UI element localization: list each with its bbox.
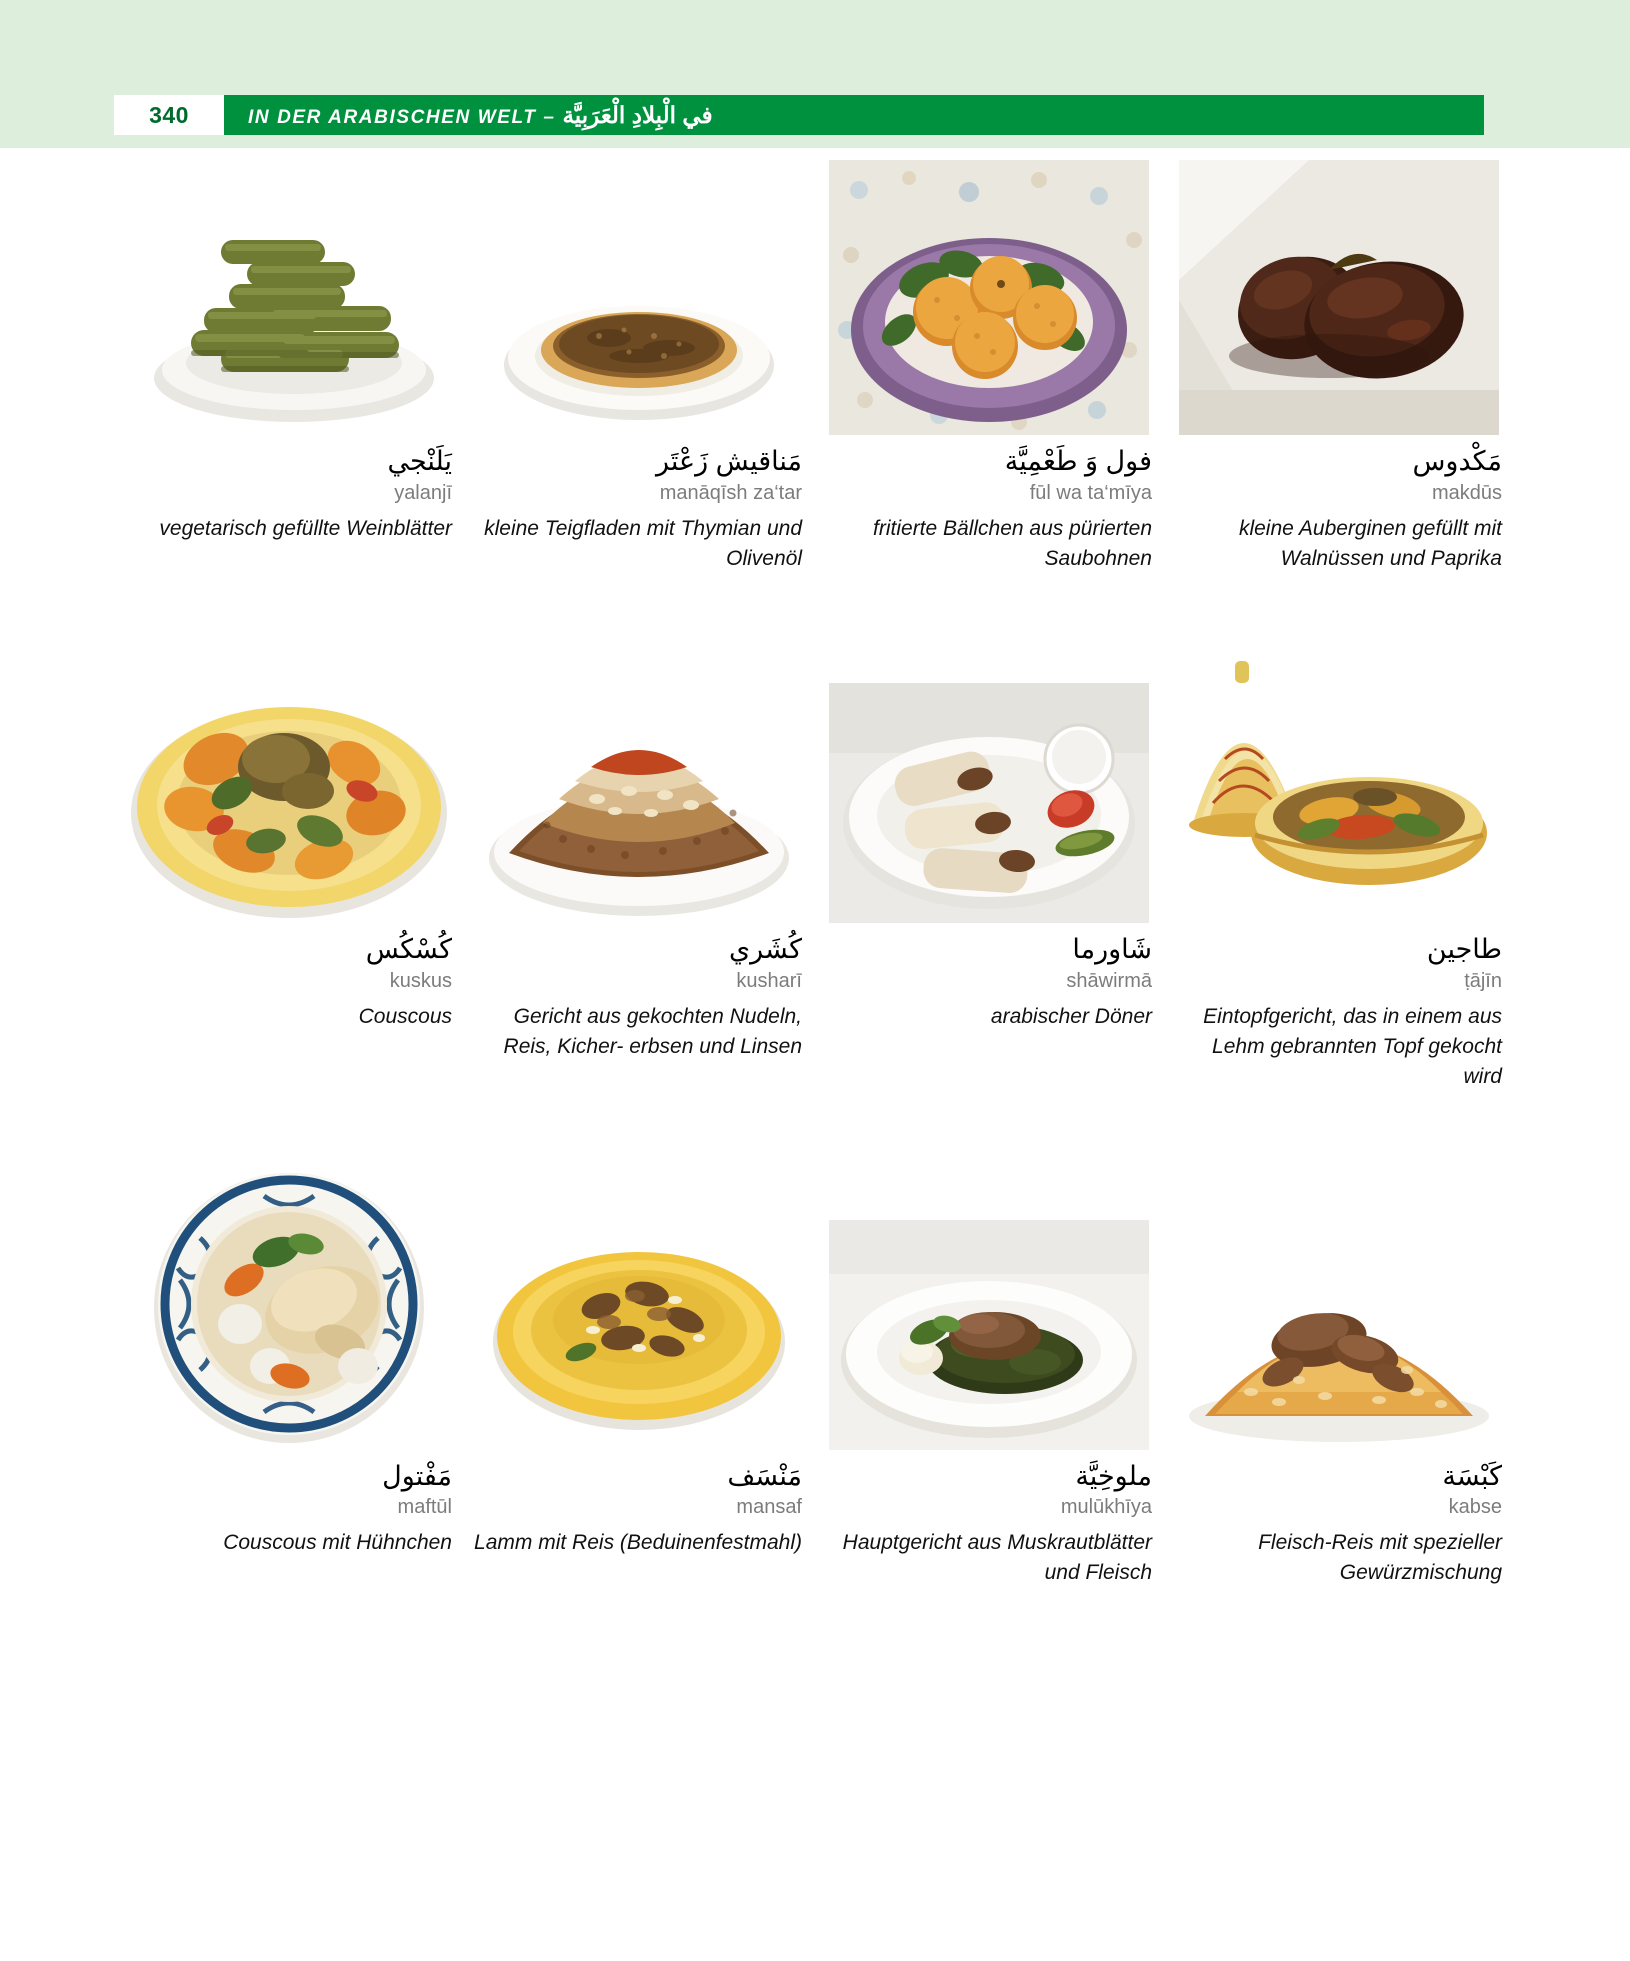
page-title-arabic: في الْبِلادِ الْعَرَبِيَّة (562, 101, 713, 128)
maftoul-chicken-photo (144, 1160, 434, 1450)
entry-arabic: مَكْدوس (1412, 446, 1502, 476)
entry-image-wrap (122, 633, 456, 923)
shawarma-wraps-photo (829, 683, 1149, 923)
entry-image-wrap (1172, 1150, 1506, 1450)
grid-row (114, 160, 1514, 573)
entry-transliteration: maftūl (397, 1496, 452, 1519)
entry-german: kleine Teigfladen mit Thymian und Olivenöl (484, 516, 802, 570)
entry-arabic: يَلَنْجي (387, 446, 452, 476)
food-entries-grid (114, 160, 1514, 1588)
entry-arabic: شَاورما (1072, 934, 1152, 965)
entry-transliteration: ṭājīn (1464, 970, 1502, 993)
entry-arabic: مَنْسَف (727, 1460, 802, 1491)
entry-image-wrap (822, 633, 1156, 923)
entry-caption (1172, 1460, 1506, 1588)
entry-kabse (1164, 1150, 1514, 1588)
entry-arabic: كَبْسَة (1442, 1460, 1502, 1491)
entry-arabic: مَناقيش زَعْتَر (655, 446, 802, 476)
grid-row (114, 633, 1514, 1091)
entry-caption (122, 933, 456, 1032)
entry-mulukhiya (814, 1150, 1164, 1588)
entry-german: Couscous mit Hühnchen (223, 1531, 452, 1555)
page-number: 340 (149, 101, 189, 128)
entry-tajin (1164, 633, 1514, 1091)
entry-caption (822, 1460, 1156, 1588)
entry-image-wrap (1172, 633, 1506, 923)
page-number-box (114, 95, 224, 135)
falafel-plate-photo (829, 160, 1149, 435)
mansaf-lamb-rice-photo (489, 1180, 789, 1450)
entry-arabic: كُشَري (729, 934, 802, 965)
entry-kuskus (114, 633, 464, 1091)
page-title-latin: IN DER ARABISCHEN WELT – (248, 106, 556, 128)
header-title-box (224, 95, 1484, 135)
entry-caption (472, 1460, 806, 1559)
entry-image-wrap (122, 160, 456, 435)
couscous-vegetables-photo (124, 663, 454, 923)
entry-arabic: فول وَ طَعْمِيَّة (1004, 446, 1152, 476)
zaatar-flatbread-photo (479, 160, 799, 435)
grid-row (114, 1150, 1514, 1588)
page-title (248, 102, 713, 129)
entry-german: fritierte Bällchen aus pürierten Saubohnen (873, 516, 1152, 570)
entry-german: Eintopfgericht, das in einem aus Lehm gebrannten Topf gekocht wird (1203, 1005, 1502, 1088)
tajine-pot-photo (1179, 653, 1499, 923)
entry-caption (472, 445, 806, 573)
entry-german: Lamm mit Reis (Beduinenfestmahl) (474, 1531, 802, 1555)
entry-yalanji (114, 160, 464, 573)
entry-arabic: مَفْتول (382, 1460, 452, 1491)
entry-german: vegetarisch gefüllte Weinblätter (159, 516, 452, 540)
entry-german: arabischer Döner (990, 1005, 1152, 1029)
entry-arabic: كُسْكُس (365, 934, 452, 965)
entry-image-wrap (122, 1150, 456, 1450)
entry-manaqish-zaatar (464, 160, 814, 573)
entry-ful-wa-tamiya (814, 160, 1164, 573)
stuffed-aubergines-photo (1179, 160, 1499, 435)
entry-image-wrap (822, 160, 1156, 435)
entry-transliteration: kuskus (389, 970, 452, 993)
entry-german: Gericht aus gekochten Nudeln, Reis, Kicher- erbsen und Linsen (503, 1005, 802, 1058)
molokhia-meat-photo (829, 1220, 1149, 1450)
entry-caption (122, 445, 456, 544)
entry-caption (1172, 933, 1506, 1091)
entry-transliteration: yalanjī (394, 481, 452, 504)
stuffed-vine-leaves-photo (129, 160, 449, 435)
entry-shawirma (814, 633, 1164, 1091)
entry-arabic: طاجين (1426, 934, 1502, 965)
entry-transliteration: fūl wa ta‘mīya (1029, 481, 1152, 504)
entry-makdus (1164, 160, 1514, 573)
entry-image-wrap (822, 1150, 1156, 1450)
entry-transliteration: kusharī (736, 970, 802, 993)
koshari-plate-photo (479, 663, 799, 923)
header-band (0, 0, 1630, 148)
entry-german: kleine Auberginen gefüllt mit Walnüssen und Paprika (1238, 516, 1502, 570)
entry-german: Fleisch-Reis mit spezieller Gewürzmischung (1258, 1531, 1502, 1585)
entry-transliteration: kabse (1448, 1496, 1502, 1519)
entry-transliteration: mulūkhīya (1060, 1496, 1152, 1519)
entry-image-wrap (472, 1150, 806, 1450)
entry-mansaf (464, 1150, 814, 1588)
entry-caption (1172, 445, 1506, 573)
entry-caption (472, 933, 806, 1061)
entry-transliteration: mansaf (736, 1496, 802, 1519)
entry-transliteration: manāqīsh za‘tar (659, 481, 802, 504)
entry-maftul (114, 1150, 464, 1588)
entry-kushari (464, 633, 814, 1091)
entry-image-wrap (472, 633, 806, 923)
entry-image-wrap (472, 160, 806, 435)
entry-german: Hauptgericht aus Muskrautblätter und Fleisch (842, 1531, 1152, 1585)
entry-image-wrap (1172, 160, 1506, 435)
entry-transliteration: makdūs (1431, 481, 1502, 504)
entry-caption (822, 933, 1156, 1032)
entry-caption (122, 1460, 456, 1559)
entry-caption (822, 445, 1156, 573)
entry-german: Couscous (358, 1005, 452, 1029)
entry-arabic: ملوخِيَّة (1075, 1460, 1152, 1491)
entry-transliteration: shāwirmā (1066, 970, 1152, 993)
page-header (114, 95, 1484, 135)
kabsa-rice-meat-photo (1179, 1220, 1499, 1450)
